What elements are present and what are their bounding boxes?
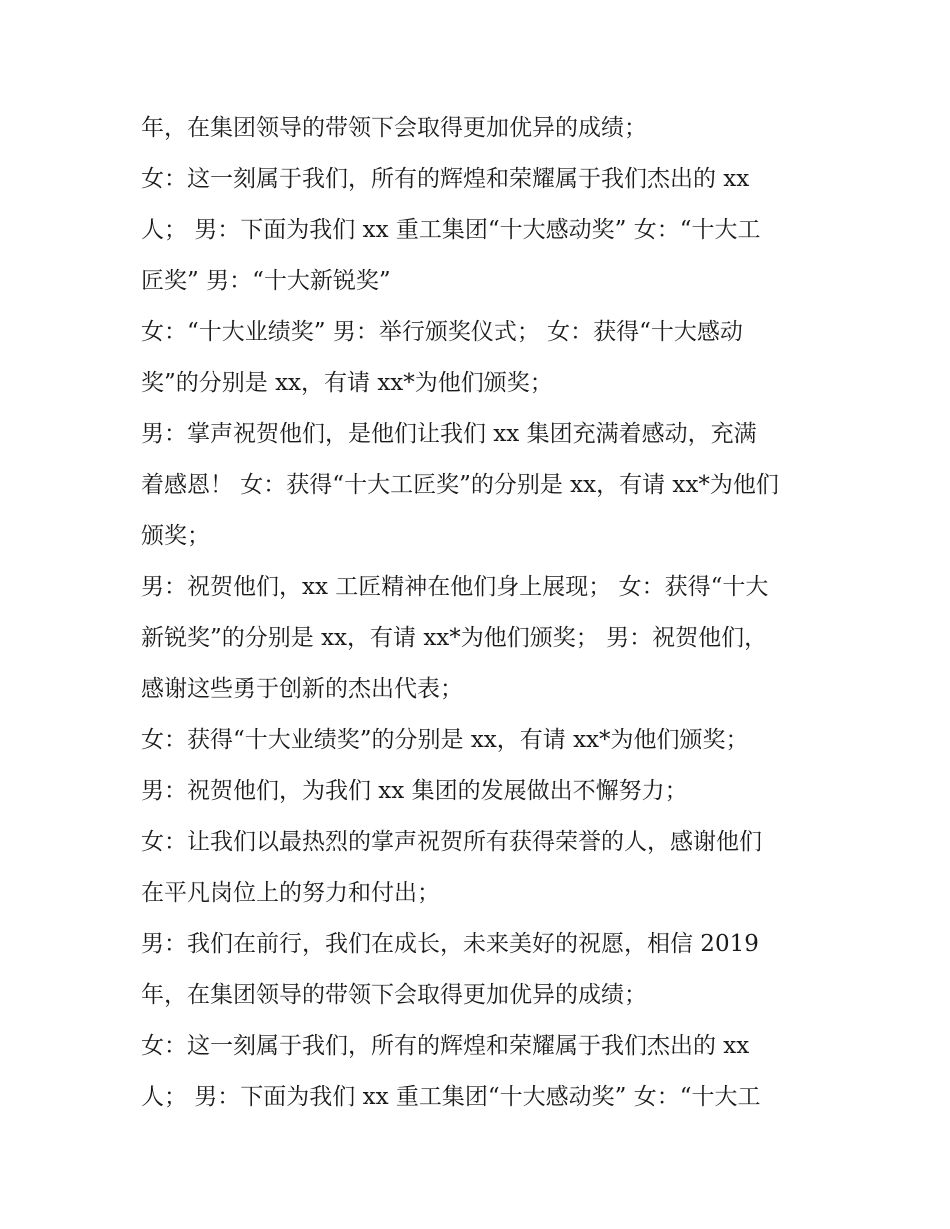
text-line: 人； 男：下面为我们 xx 重工集团“十大感动奖” 女：“十大工 [141,217,761,243]
text-line: 人； 男：下面为我们 xx 重工集团“十大感动奖” 女：“十大工 [141,1084,761,1110]
text-line: 感谢这些勇于创新的杰出代表； [141,676,463,702]
text-line: 着感恩！ 女：获得“十大工匠奖”的分别是 xx，有请 xx*为他们 [141,472,779,498]
text-line: 女：“十大业绩奖” 男：举行颁奖仪式； 女：获得“十大感动 [141,319,743,345]
text-line: 奖”的分别是 xx，有请 xx*为他们颁奖； [141,370,553,396]
text-line: 男：祝贺他们，xx 工匠精神在他们身上展现； 女：获得“十大 [141,574,769,600]
text-line: 年，在集团领导的带领下会取得更加优异的成绩； [141,115,647,141]
text-line: 男：掌声祝贺他们，是他们让我们 xx 集团充满着感动，充满 [141,421,757,447]
text-line: 女：这一刻属于我们，所有的辉煌和荣耀属于我们杰出的 xx [141,1033,750,1059]
document-body [141,103,831,1123]
text-line: 新锐奖”的分别是 xx，有请 xx*为他们颁奖； 男：祝贺他们， [141,625,768,651]
text-line: 颁奖； [141,523,210,549]
text-line: 女：这一刻属于我们，所有的辉煌和荣耀属于我们杰出的 xx [141,166,750,192]
text-line: 女：获得“十大业绩奖”的分别是 xx，有请 xx*为他们颁奖； [141,727,749,753]
text-line: 匠奖” 男：“十大新锐奖” [141,268,391,294]
text-line: 男：祝贺他们，为我们 xx 集团的发展做出不懈努力； [141,778,688,804]
text-line: 男：我们在前行，我们在成长，未来美好的祝愿，相信 2019 [141,931,759,957]
text-line: 在平凡岗位上的努力和付出； [141,880,440,906]
text-line: 年，在集团领导的带领下会取得更加优异的成绩； [141,982,647,1008]
text-line: 女：让我们以最热烈的掌声祝贺所有获得荣誉的人，感谢他们 [141,829,762,855]
